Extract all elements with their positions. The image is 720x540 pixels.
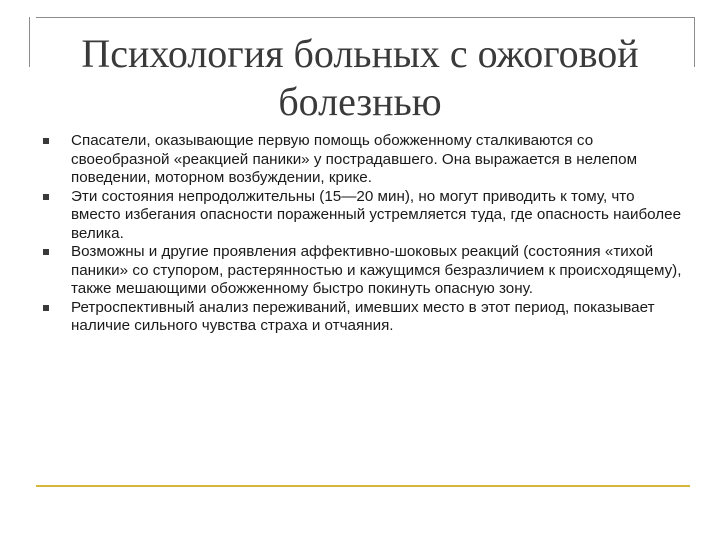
title-frame-right-line xyxy=(694,17,695,67)
bullet-list xyxy=(40,132,688,336)
bullet-text: Ретроспективный анализ переживаний, имевших место в этот период, показывает наличие сильного чувства страха и отчаяния. xyxy=(71,298,655,334)
bullet-item xyxy=(40,188,688,244)
title-frame-top-line xyxy=(36,17,694,18)
square-bullet-icon xyxy=(43,138,49,144)
bullet-item xyxy=(40,132,688,188)
bottom-divider-line xyxy=(36,485,690,487)
square-bullet-icon xyxy=(43,305,49,311)
square-bullet-icon xyxy=(43,194,49,200)
slide-title: Психология больных с ожоговой болезнью xyxy=(81,31,639,124)
square-bullet-icon xyxy=(43,249,49,255)
title-frame-left-line xyxy=(29,17,30,67)
bullet-text: Эти состояния непродолжительны (15—20 мин), но могут приводить к тому, что вместо избегания опасности пораженный устремляется туда, где опасность наиболее велика. xyxy=(71,187,682,242)
bullet-item xyxy=(40,299,688,336)
bullet-text: Спасатели, оказывающие первую помощь обожженному сталкиваются со своеобразной «реакцией паники» у пострадавшего. Она выражается в нелепом поведении, моторном возбуждении, крике. xyxy=(71,132,638,186)
bullet-text: Возможны и другие проявления аффективно-шоковых реакций (состояния «тихой паники» со ступором, растерянностью и кажущимся безразличием к происходящему), также мешающими обожженному быстро покинуть опасную зону. xyxy=(71,243,682,297)
bullet-item xyxy=(40,243,688,299)
